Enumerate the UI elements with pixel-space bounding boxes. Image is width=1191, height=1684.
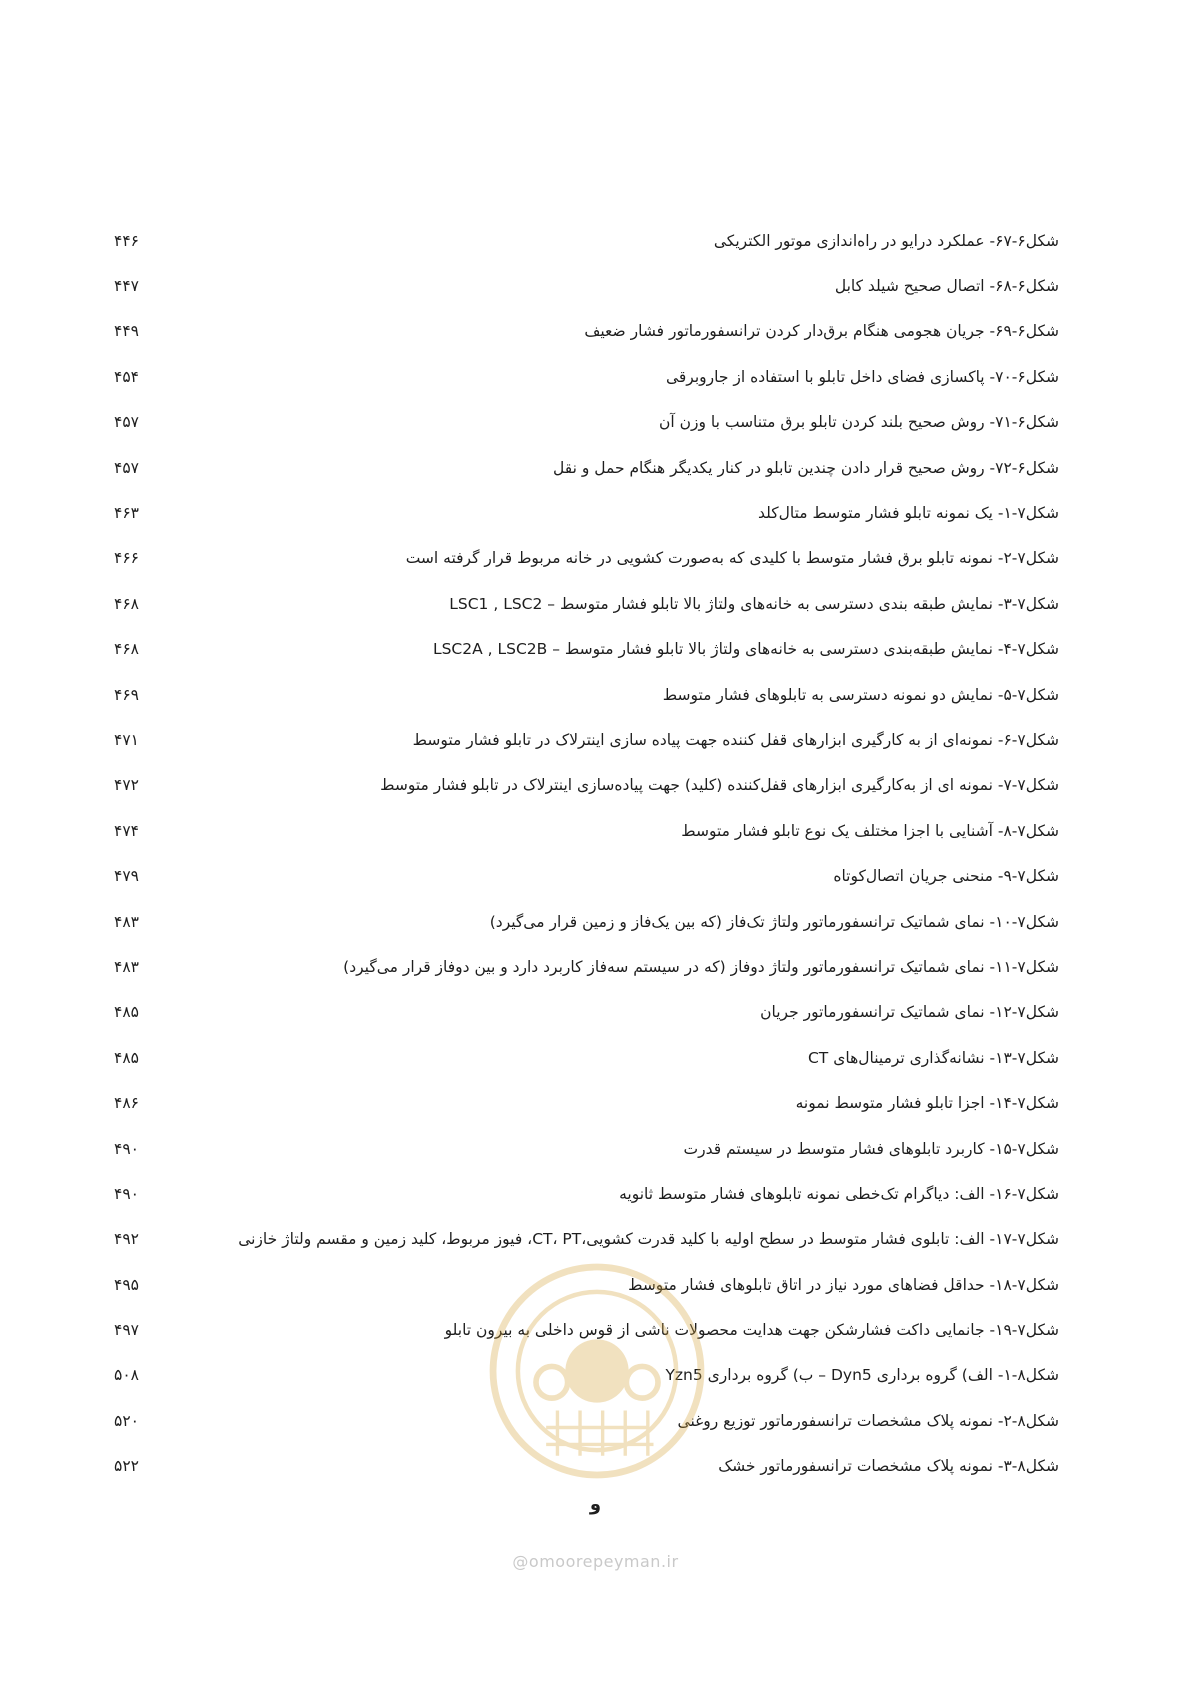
toc-entry [114, 1217, 1059, 1262]
page-folio: و [589, 1494, 602, 1515]
entry-title: شکل۷-۱۰- نمای شماتیک ترانسفورماتور ولتاژ تک‌فاز (که بین یک‌فاز و زمین قرار می‌گیرد) [489, 912, 1059, 931]
entry-title: شکل۷-۱۷- الف: تابلوی فشار متوسط در سطح اولیه با کلید قدرت کشویی،CT، PT، فیوز مربوط، کلید زمین و مقسم ولتاژ خازنی [238, 1230, 1059, 1249]
entry-page-number: ۴۷۴ [114, 821, 139, 840]
entry-page-number: ۴۸۳ [114, 957, 139, 976]
toc-entry [114, 1080, 1059, 1125]
toc-entry [114, 490, 1059, 535]
entry-title: شکل۷-۵- نمایش دو نمونه دسترسی به تابلوهای فشار متوسط [662, 685, 1059, 704]
entry-title: شکل۷-۱۲- نمای شماتیک ترانسفورماتور جریان [760, 1003, 1059, 1022]
toc-entry [114, 263, 1059, 308]
entry-title: شکل۶-۷۰- پاکسازی فضای داخل تابلو با استفاده از جاروبرقی [665, 367, 1059, 386]
toc-entry [114, 990, 1059, 1035]
entry-title: شکل۷-۱۱- نمای شماتیک ترانسفورماتور ولتاژ دوفاز (که در سیستم سه‌فاز کاربرد دارد و بین دوفاز قرار می‌گیرد) [343, 957, 1059, 976]
watermark-logo-icon [484, 1258, 710, 1484]
entry-page-number: ۴۴۹ [114, 322, 139, 341]
entry-page-number: ۴۹۰ [114, 1184, 139, 1203]
toc-entry [114, 309, 1059, 354]
entry-title: شکل۷-۶- نمونه‌ای از به کارگیری ابزارهای قفل کننده جهت پیاده سازی اینترلاک در تابلو فشار متوسط [412, 730, 1059, 749]
entry-page-number: ۴۸۶ [114, 1094, 139, 1113]
entry-title: شکل۷-۱۳- نشانه‌گذاری ترمینال‌های CT [807, 1048, 1059, 1067]
entry-page-number: ۵۲۲ [114, 1457, 139, 1476]
entry-page-number: ۵۲۰ [114, 1411, 139, 1430]
watermark-text: @omoorepeyman.ir [512, 1552, 679, 1571]
entry-title: شکل۸-۱- الف) گروه برداری Dyn5 – ب) گروه برداری Yzn5 [665, 1366, 1059, 1385]
entry-page-number: ۴۹۵ [114, 1275, 139, 1294]
entry-title: شکل۷-۷- نمونه ای از به‌کارگیری ابزارهای قفل‌کننده (کلید) جهت پیاده‌سازی اینترلاک در تابلو فشار متوسط [380, 776, 1059, 795]
toc-entry [114, 581, 1059, 626]
entry-page-number: ۴۸۵ [114, 1003, 139, 1022]
entry-page-number: ۴۸۳ [114, 912, 139, 931]
toc-entry [114, 717, 1059, 762]
toc-entry [114, 808, 1059, 853]
toc-entry [114, 1035, 1059, 1080]
entry-page-number: ۴۵۷ [114, 413, 139, 432]
toc-entry [114, 672, 1059, 717]
entry-title: شکل۶-۷۱- روش صحیح بلند کردن تابلو برق متناسب با وزن آن [658, 413, 1059, 432]
entry-page-number: ۴۶۸ [114, 594, 139, 613]
toc-entry [114, 354, 1059, 399]
toc-entry [114, 445, 1059, 490]
entry-page-number: ۴۵۷ [114, 458, 139, 477]
entry-page-number: ۴۷۹ [114, 867, 139, 886]
toc-entry [114, 218, 1059, 263]
toc-entry [114, 853, 1059, 898]
toc-entry [114, 400, 1059, 445]
toc-entry [114, 763, 1059, 808]
entry-title: شکل۷-۸- آشنایی با اجزا مختلف یک نوع تابلو فشار متوسط [681, 821, 1059, 840]
toc-entry [114, 899, 1059, 944]
entry-title: شکل۶-۶۷- عملکرد درایو در راه‌اندازی موتور الکتریکی [713, 231, 1059, 250]
entry-title: شکل۷-۱۹- جانمایی داکت فشارشکن جهت هدایت محصولات ناشی از قوس داخلی به بیرون تابلو [444, 1321, 1059, 1340]
entry-page-number: ۴۶۸ [114, 640, 139, 659]
entry-page-number: ۴۹۰ [114, 1139, 139, 1158]
entry-page-number: ۴۶۹ [114, 685, 139, 704]
toc-entry [114, 536, 1059, 581]
entry-title: شکل۶-۶۸- اتصال صحیح شیلد کابل [834, 277, 1059, 296]
entry-title: شکل۷-۱۶- الف: دیاگرام تک‌خطی نمونه تابلوهای فشار متوسط ثانویه [619, 1184, 1059, 1203]
entry-page-number: ۴۴۶ [114, 231, 139, 250]
entry-page-number: ۴۶۳ [114, 504, 139, 523]
entry-page-number: ۴۴۷ [114, 277, 139, 296]
entry-title: شکل۷-۱۵- کاربرد تابلوهای فشار متوسط در سیستم قدرت [683, 1139, 1059, 1158]
entry-title: شکل۷-۳- نمایش طبقه بندی دسترسی به خانه‌های ولتاژ بالا تابلو فشار متوسط – LSC1 , LSC2 [449, 594, 1059, 613]
entry-page-number: ۴۷۱ [114, 730, 139, 749]
entry-title: شکل۸-۳- نمونه پلاک مشخصات ترانسفورماتور خشک [718, 1457, 1059, 1476]
entry-page-number: ۴۹۷ [114, 1321, 139, 1340]
entry-page-number: ۴۵۴ [114, 367, 139, 386]
toc-entry [114, 1126, 1059, 1171]
toc-entry [114, 627, 1059, 672]
entry-page-number: ۴۹۲ [114, 1230, 139, 1249]
entry-title: شکل۶-۶۹- جریان هجومی هنگام برق‌دار کردن ترانسفورماتور فشار ضعیف [584, 322, 1059, 341]
entry-title: شکل۷-۴- نمایش طبقه‌بندی دسترسی به خانه‌های ولتاژ بالا تابلو فشار متوسط – LSC2A , LSC2B [432, 640, 1059, 659]
entry-title: شکل۷-۱- یک نمونه تابلو فشار متوسط متال‌کلد [757, 504, 1059, 523]
toc-entry [114, 944, 1059, 989]
entry-title: شکل۷-۲- نمونه تابلو برق فشار متوسط با کلیدی که به‌صورت کشویی در خانه مربوط قرار گرفته است [405, 549, 1059, 568]
toc-entry [114, 1171, 1059, 1216]
entry-title: شکل۸-۲- نمونه پلاک مشخصات ترانسفورماتور توزیع روغنی [677, 1411, 1059, 1430]
entry-page-number: ۴۶۶ [114, 549, 139, 568]
entry-page-number: ۵۰۸ [114, 1366, 139, 1385]
entry-page-number: ۴۸۵ [114, 1048, 139, 1067]
entry-title: شکل۷-۱۴- اجزا تابلو فشار متوسط نمونه [795, 1094, 1059, 1113]
entry-title: شکل۷-۹- منحنی جریان اتصال‌کوتاه [833, 867, 1059, 886]
entry-title: شکل۶-۷۲- روش صحیح قرار دادن چندین تابلو در کنار یکدیگر هنگام حمل و نقل [553, 458, 1059, 477]
entry-title: شکل۷-۱۸- حداقل فضاهای مورد نیاز در اتاق تابلوهای فشار متوسط [628, 1275, 1059, 1294]
entry-page-number: ۴۷۲ [114, 776, 139, 795]
